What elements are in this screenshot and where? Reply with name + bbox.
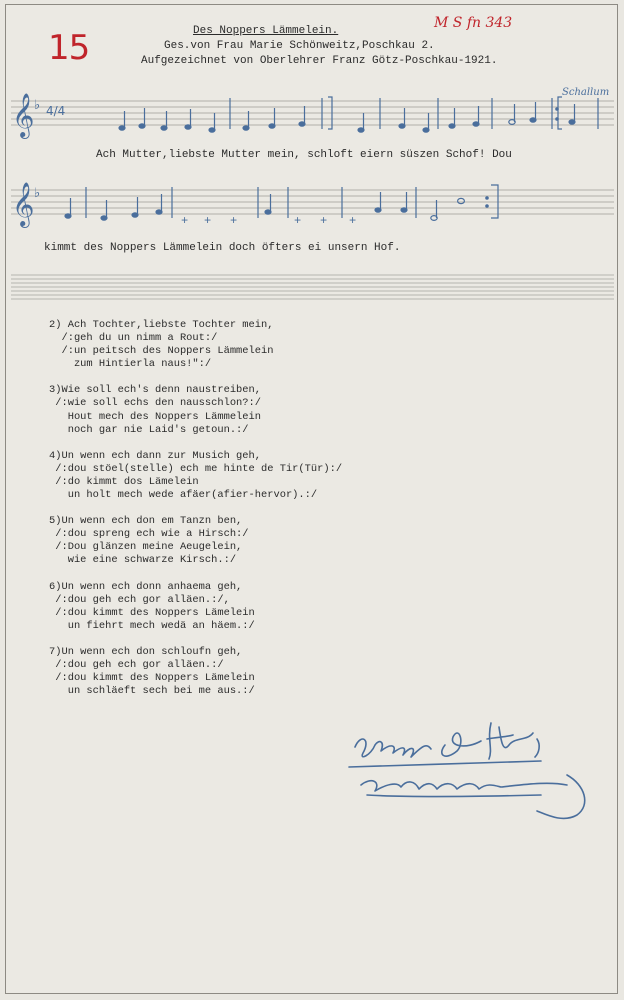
verse-line: 6)Un wenn ech donn anhaema geh, — [49, 580, 243, 593]
verse-7 — [49, 646, 342, 698]
singer-credit: Ges.von Frau Marie Schönweitz,Poschkau 2. — [164, 40, 435, 52]
treble-clef-icon: 𝄞 — [12, 182, 35, 226]
verse-line: /:dou kimmt des Noppers Lämelein — [49, 672, 255, 685]
verse-6 — [49, 581, 342, 633]
verse-line: /:dou stöel(stelle) ech me hinte de Tir(Tür):/ — [49, 462, 343, 475]
verse-line: /:dou spreng ech wie a Hirsch:/ — [49, 528, 249, 541]
verse-line: 4)Un wenn ech dann zur Musich geh, — [49, 449, 262, 462]
handwritten-note: Schallum — [562, 87, 610, 98]
verse-line: 3)Wie soll ech's denn naustreiben, — [49, 384, 262, 397]
verse-line: /:dou kimmt des Noppers Lämelein — [49, 606, 255, 619]
song-title: Des Noppers Lämmelein. — [193, 25, 339, 37]
archive-reference: M S fn 343 — [434, 15, 513, 31]
verse-3 — [49, 384, 342, 436]
verse-line: 5)Un wenn ech don em Tanzn ben, — [49, 515, 243, 528]
svg-text:+: + — [294, 214, 302, 228]
verse-line: /:geh du un nimm a Rout:/ — [49, 332, 218, 345]
notes-row-1 — [119, 97, 598, 132]
verse-line: un holt mech wede afäer(afier-hervor).:/ — [49, 489, 318, 502]
staff-lines-2 — [11, 190, 614, 214]
time-signature: 4/4 — [46, 104, 66, 118]
verse-line: 2) Ach Tochter,liebste Tochter mein, — [49, 319, 274, 331]
staff-lines-1 — [11, 101, 614, 125]
verse-2 — [49, 319, 342, 371]
verse-line: un fiehrt mech wedä an häem.:/ — [49, 619, 255, 632]
handwritten-signature — [341, 715, 601, 835]
verse-line: /:do kimmt dos Lämelein — [49, 475, 199, 488]
verse-4 — [49, 450, 342, 502]
verse-line: /:wie soll echs den nausschlon?:/ — [49, 397, 262, 410]
svg-text:+: + — [320, 214, 328, 228]
verse-line: 7)Un wenn ech don schloufn geh, — [49, 645, 243, 658]
verses — [49, 319, 342, 711]
flat-sign-icon: ♭ — [34, 98, 41, 113]
folio-number: 15 — [48, 28, 90, 68]
recorder-credit: Aufgezeichnet von Oberlehrer Franz Götz-Poschkau-1921. — [141, 55, 498, 67]
lyric-line-2: kimmt des Noppers Lämmelein doch öfters ei unsern Hof. — [44, 242, 401, 254]
verse-5 — [49, 515, 342, 567]
verse-line: /:dou geh ech gor alläen.:/ — [49, 658, 224, 671]
blank-staff-lines — [11, 275, 614, 299]
verse-line: /:Dou glänzen meine Aeugelein, — [49, 541, 243, 554]
lyric-line-1: Ach Mutter,liebste Mutter mein, schloft eiern süszen Schof! Dou — [96, 149, 512, 161]
verse-line: wie eine schwarze Kirsch.:/ — [49, 554, 237, 567]
svg-text:+: + — [349, 214, 357, 228]
notes-row-2 — [65, 185, 498, 228]
document-page — [5, 4, 618, 994]
svg-text:+: + — [204, 214, 212, 228]
verse-line: Hout mech des Noppers Lämmelein — [49, 410, 262, 423]
svg-text:+: + — [230, 214, 238, 228]
verse-line: /:un peitsch des Noppers Lämmelein — [49, 345, 274, 358]
verse-line: /:dou geh ech gor alläen.:/, — [49, 593, 230, 606]
flat-sign-icon: ♭ — [34, 186, 41, 201]
svg-text:+: + — [181, 214, 189, 228]
treble-clef-icon: 𝄞 — [12, 93, 35, 137]
verse-line: zum Hintierla naus!":/ — [49, 358, 212, 371]
verse-line: noch gar nie Laid's getoun.:/ — [49, 423, 249, 436]
verse-line: un schläeft sech bei me aus.:/ — [49, 685, 255, 698]
